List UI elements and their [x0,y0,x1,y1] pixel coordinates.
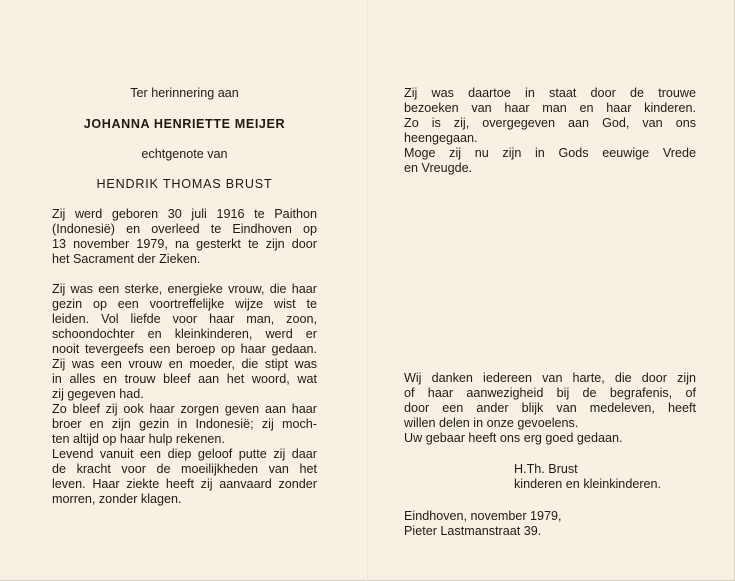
body-line: Zo bleef zij ook haar zorgen geven aan haar [52,402,317,416]
closing-line: Zij was daartoe in staat door de trouwe [404,86,696,100]
thanks-line: Uw gebaar heeft ons erg goed gedaan. [404,431,623,445]
closing-line: Zo is zij, overgegeven aan God, van ons [404,116,696,130]
address-line: Eindhoven, november 1979, [404,509,562,523]
signature-name: H.Th. Brust [514,462,578,476]
closing-line: bezoeken van haar man en haar kinderen. [404,101,696,115]
thanks-line: door een ander blijk van medeleven, heeft [404,401,696,415]
body-line: Zij was een vrouw en moeder, die stipt was [52,357,317,371]
body-line: Levend vanuit een diep geloof putte zij daar [52,447,317,461]
body-line: schoondochter en kleinkinderen, werd er [52,327,317,341]
body-line: morren, zonder klagen. [52,492,182,506]
body-line: leiden. Vol liefde voor haar man, zoon, [52,312,317,326]
body-line: de kracht voor de moeilijkheden van het [52,462,317,476]
body-line: Zij was een sterke, energieke vrouw, die haar [52,282,317,296]
body-line: broer en zijn gezin in Indonesië; zij moch- [52,417,317,431]
thanks-line: of haar aanwezigheid bij de begrafenis, of [404,386,696,400]
closing-line: heengegaan. [404,131,478,145]
address-line: Pieter Lastmanstraat 39. [404,524,542,538]
thanks-line: Wij danken iedereen van harte, die door zijn [404,371,696,385]
birth-line: 13 november 1979, na gesterkt te zijn door [52,237,317,251]
relation-text: echtgenote van [141,147,228,161]
thanks-line: willen delen in onze gevoelens. [404,416,579,430]
body-line: gezin op een voortreffelijke wijze wist te [52,297,317,311]
body-line: zij gegeven had. [52,387,144,401]
birth-line: Zij werd geboren 30 juli 1916 te Paithon [52,207,317,221]
left-page [52,0,317,581]
body-line: in alles en trouw bleef aan het woord, wat [52,372,317,386]
right-page [404,0,696,581]
fold-line [367,0,368,581]
birth-line: (Indonesië) en overleed te Eindhoven op [52,222,317,236]
signature-family: kinderen en kleinkinderen. [514,477,662,491]
intro-text: Ter herinnering aan [130,86,239,100]
birth-line: het Sacrament der Zieken. [52,252,201,266]
deceased-name: JOHANNA HENRIETTE MEIJER [83,117,286,131]
closing-line: en Vreugde. [404,161,473,175]
body-line: leven. Haar ziekte heeft zij aanvaard zonder [52,477,317,491]
closing-line: Moge zij nu zijn in Gods eeuwige Vrede [404,146,696,160]
body-line: nooit tevergeefs een beroep op haar gedaan. [52,342,317,356]
body-line: ten altijd op haar hulp rekenen. [52,432,225,446]
spouse-name: HENDRIK THOMAS BRUST [96,177,273,191]
